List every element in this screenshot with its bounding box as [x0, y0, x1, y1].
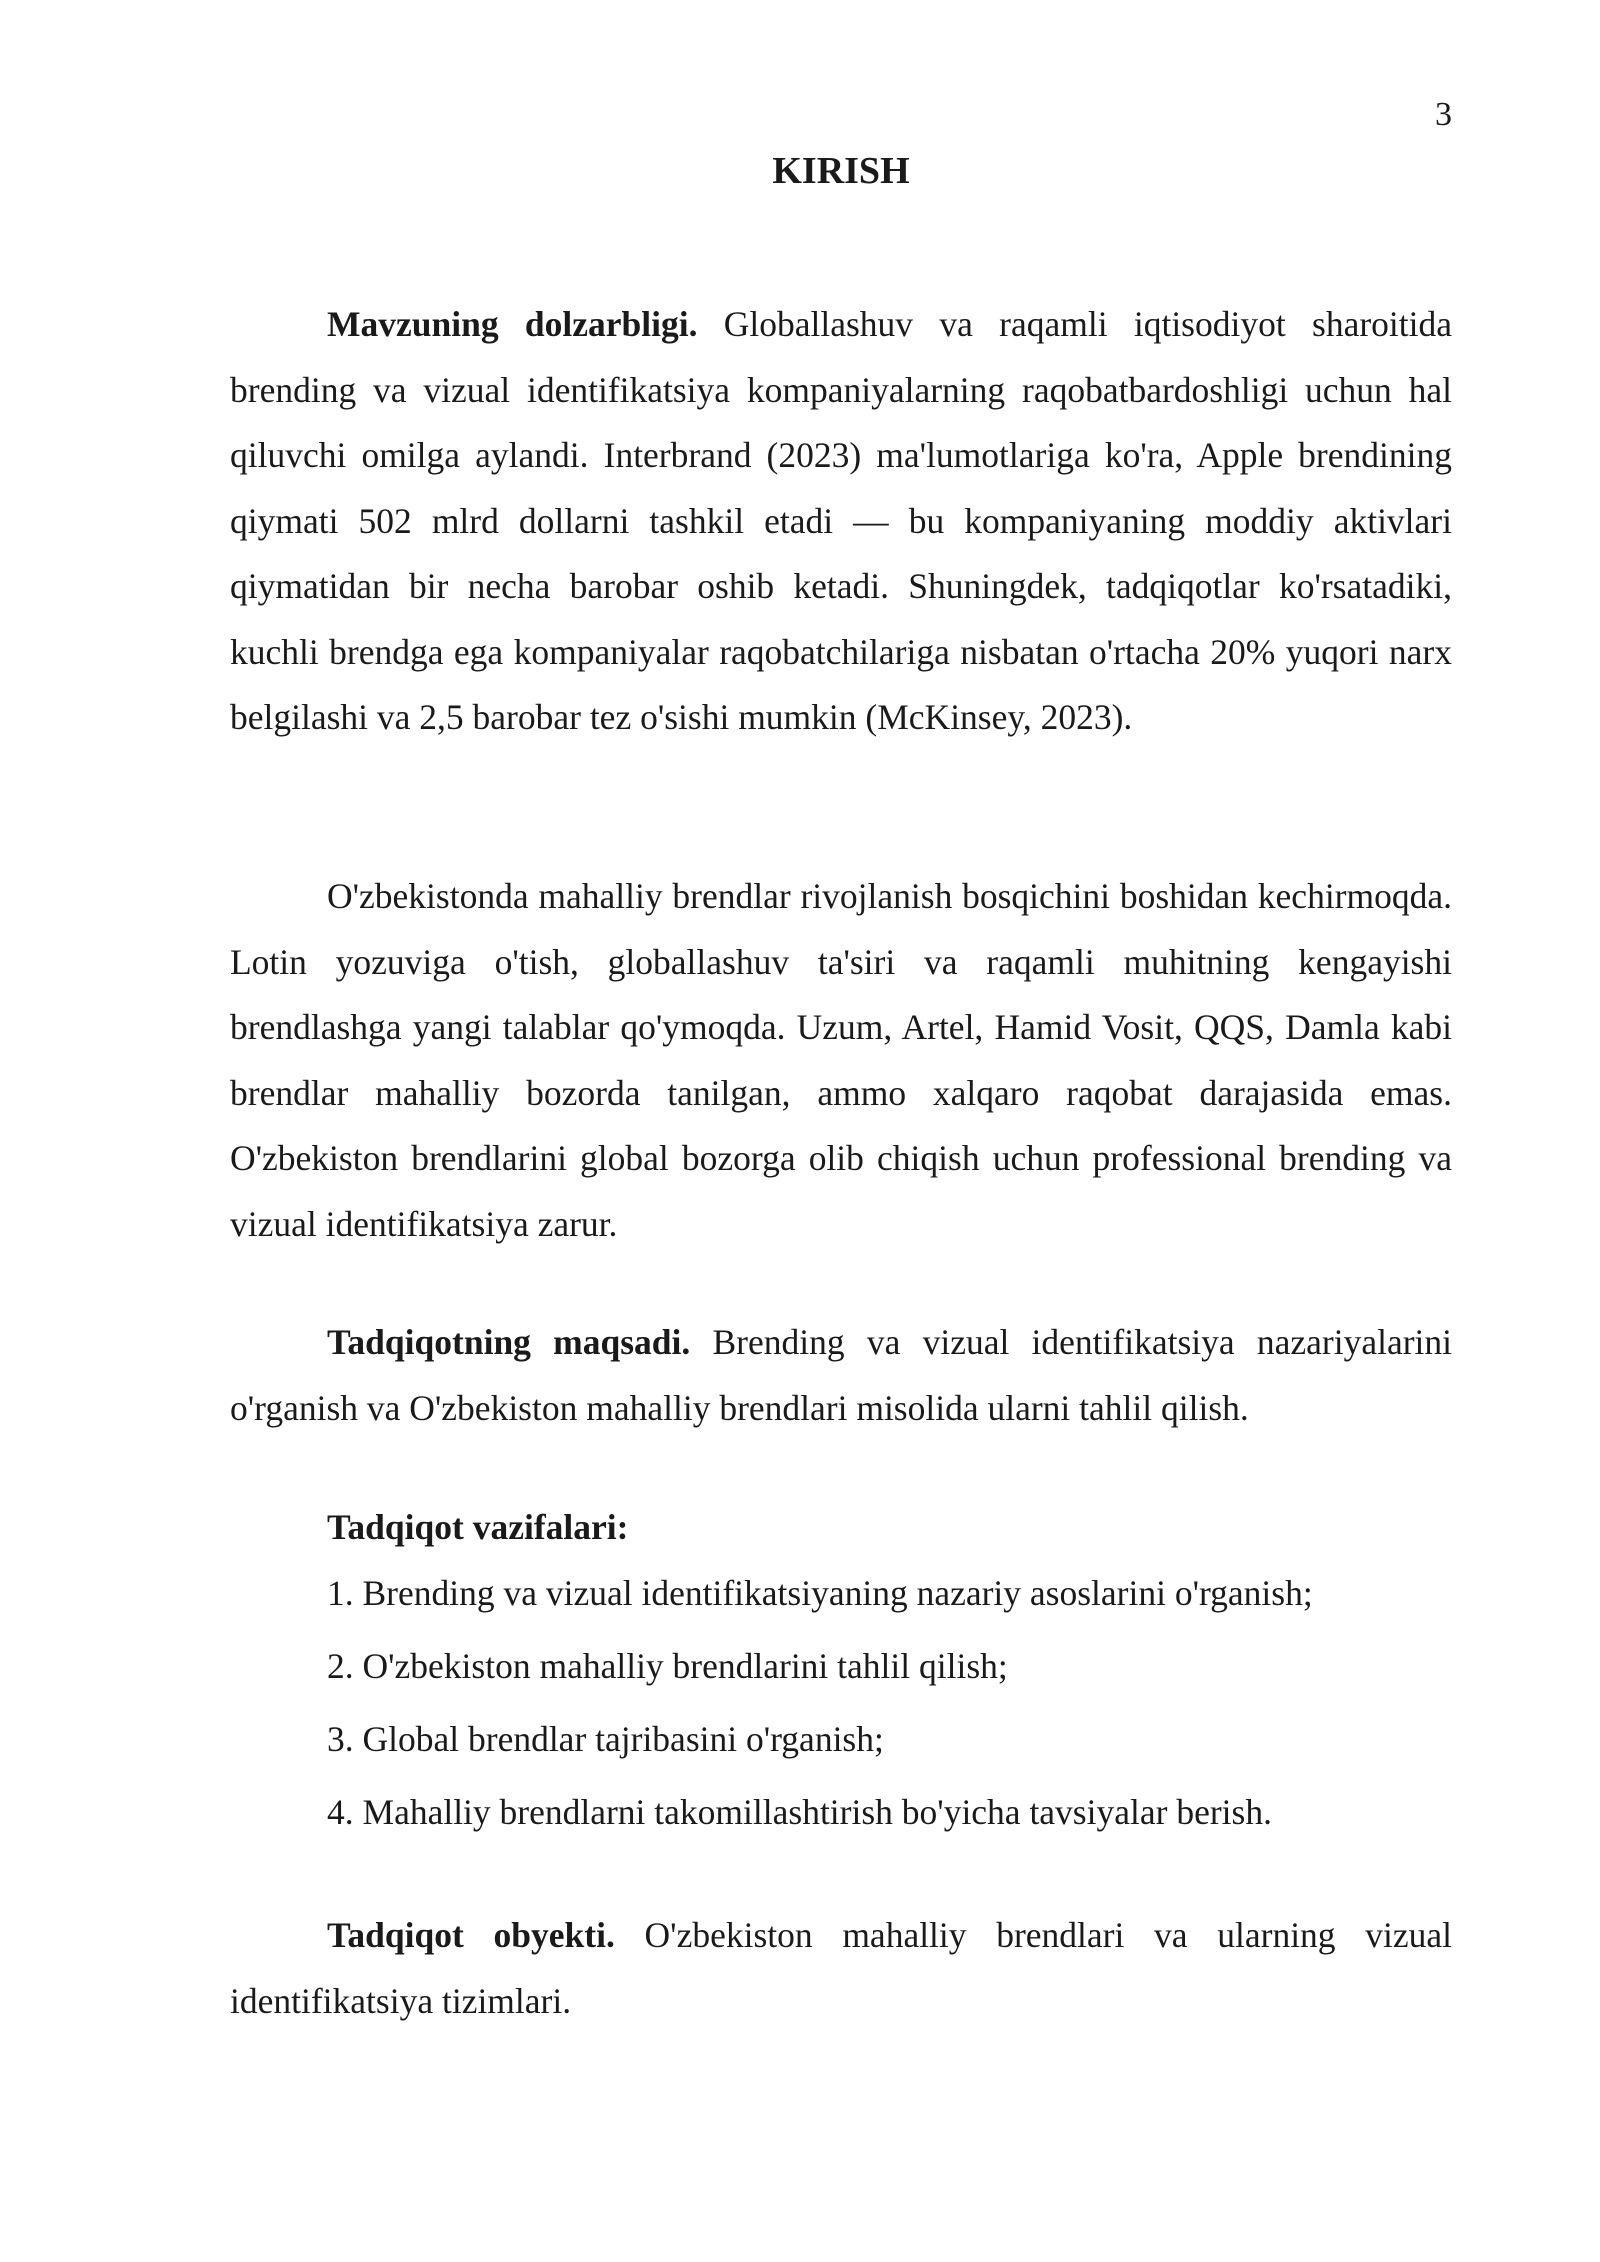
- text-obyekt: O'zbekiston mahalliy brendlari va ularning vizual identifikatsiya tizimlari.: [230, 1915, 1452, 2021]
- heading-maqsad: Tadqiqotning maqsadi.: [327, 1322, 691, 1362]
- paragraph-obyekt: [230, 1903, 1452, 2034]
- text-maqsad: Brending va vizual identifikatsiya nazariyalarini o'rganish va O'zbekiston mahalliy brendlari misolida ularni tahlil qilish.: [230, 1322, 1452, 1428]
- text-uzbekistan: O'zbekistonda mahalliy brendlar rivojlanish bosqichini boshidan kechirmoqda. Lotin yozuviga o'tish, globallashuv ta'siri va raqamli muhitning kengayishi brendlashga yangi talablar qo'ymoqda. Uzum, Artel, Hamid Vosit, QQS, Damla kabi brendlar mahalliy bozorda tanilgan, ammo xalqaro raqobat darajasida emas. O'zbekiston brendlarini global bozorga olib chiqish uchun professional brending va vizual identifikatsiya zarur.: [230, 876, 1452, 1244]
- heading-dolzarblik: Mavzuning dolzarbligi.: [327, 304, 698, 344]
- task-item-1: 1. Brending va vizual identifikatsiyaning nazariy asoslarini o'rganish;: [327, 1573, 1313, 1613]
- task-item-4: 4. Mahalliy brendlarni takomillashtirish bo'yicha tavsiyalar berish.: [327, 1792, 1272, 1832]
- paragraph-dolzarblik: [230, 292, 1452, 751]
- page-title: KIRISH: [772, 150, 910, 192]
- heading-obyekt: Tadqiqot obyekti.: [327, 1915, 615, 1955]
- text-dolzarblik: Globallashuv va raqamli iqtisodiyot sharoitida brending va vizual identifikatsiya kompaniyalarning raqobatbardoshligi uchun hal qiluvchi omilga aylandi. Interbrand (2023) ma'lumotlariga ko'ra, Apple brendining qiymati 502 mlrd dollarni tashkil etadi — bu kompaniyaning moddiy aktivlari qiymatidan bir necha barobar oshib ketadi. Shuningdek, tadqiqotlar ko'rsatadiki, kuchli brendga ega kompaniyalar raqobatchilariga nisbatan o'rtacha 20% yuqori narx belgilashi va 2,5 barobar tez o'sishi mumkin (McKinsey, 2023).: [230, 304, 1452, 737]
- task-item-3: 3. Global brendlar tajribasini o'rganish;: [327, 1719, 884, 1759]
- page-number: 3: [1435, 96, 1452, 133]
- tasks-heading: Tadqiqot vazifalari:: [327, 1507, 629, 1547]
- paragraph-uzbekistan: [230, 864, 1452, 1257]
- task-item-2: 2. O'zbekiston mahalliy brendlarini tahlil qilish;: [327, 1646, 1008, 1686]
- paragraph-maqsad: [230, 1310, 1452, 1441]
